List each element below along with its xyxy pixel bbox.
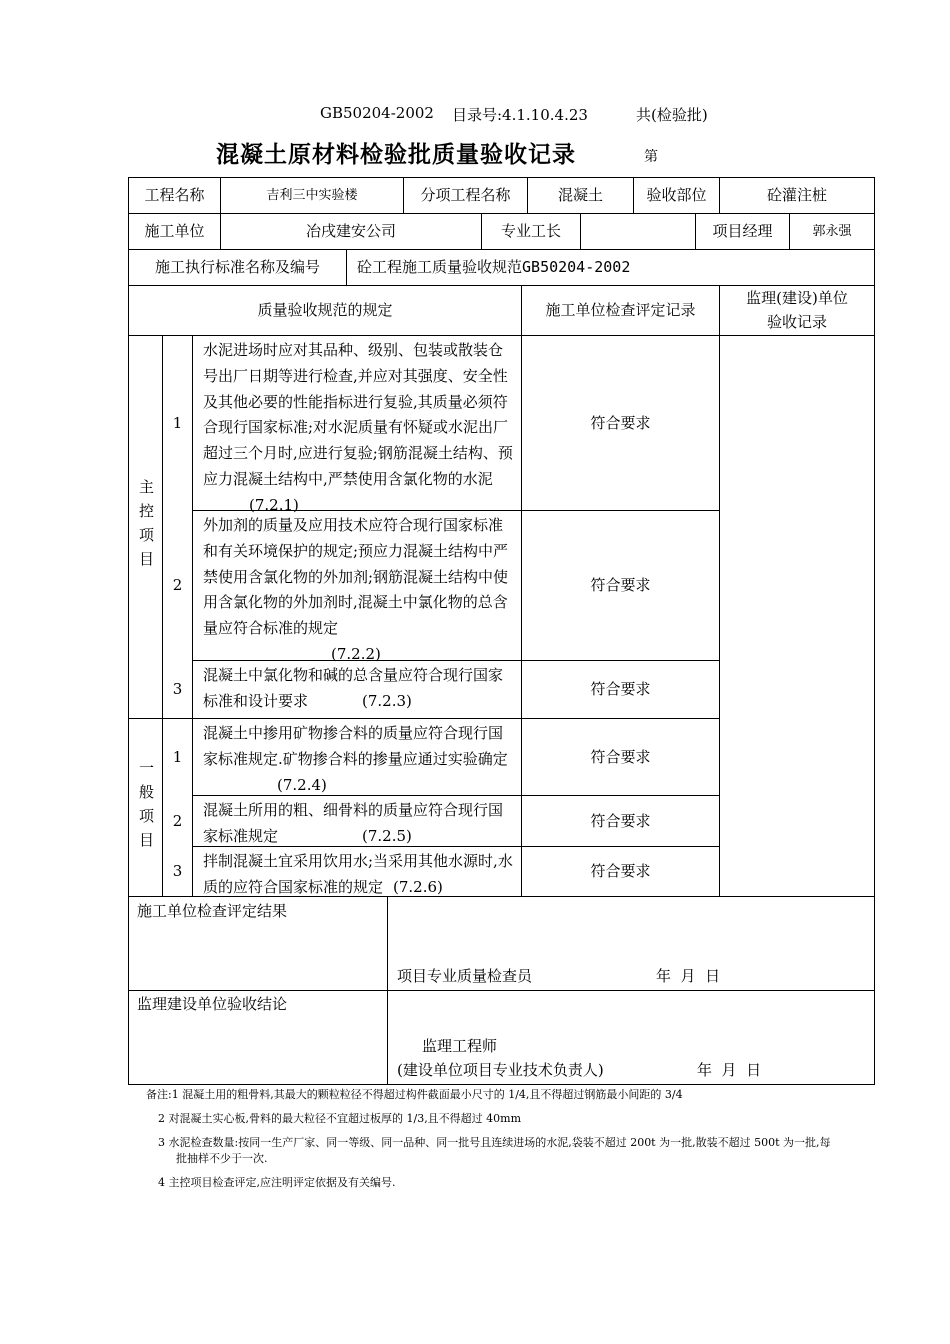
main-item-2-ref: (7.2.2) xyxy=(331,644,381,663)
main-item-2-text: 外加剂的质量及应用技术应符合现行国家标准和有关环境保护的规定;预应力混凝土结构中严禁使用含氯化物的外加剂;钢筋混凝土结构中使用含氯化物的外加剂时,混凝土中氯化物的总含量应符合标准的规定 xyxy=(203,516,509,638)
supervision-header-line2: 验收记录 xyxy=(766,313,827,331)
main-item-3-text: 混凝土中氯化物和碱的总含量应符合现行国家标准和设计要求 xyxy=(203,666,504,710)
general-item-1-number: 1 xyxy=(172,747,183,766)
spec-column-header: 质量验收规范的规定 xyxy=(257,301,393,319)
sub-project-label: 分项工程名称 xyxy=(420,186,511,204)
title-side-text: 第 xyxy=(644,149,658,165)
main-item-2-number: 2 xyxy=(172,576,183,594)
owner-representative-label: (建设单位项目专业技术负责人) xyxy=(397,1061,604,1079)
main-control-label xyxy=(129,336,162,718)
main-item-1-number: 1 xyxy=(172,413,183,432)
notes xyxy=(146,1088,876,1200)
general-item-3-requirement xyxy=(193,847,521,896)
main-item-1-requirement xyxy=(193,336,521,514)
construction-result-date: 年 月 日 xyxy=(656,967,721,985)
project-name-value: 吉利三中实验楼 xyxy=(266,188,358,203)
main-item-3-result: 符合要求 xyxy=(590,680,651,698)
supervision-result-date: 年 月 日 xyxy=(697,1061,762,1079)
foreman-value xyxy=(581,214,695,249)
page-title: 混凝土原材料检验批质量验收记录 xyxy=(216,141,576,168)
manager-value: 郭永强 xyxy=(812,224,852,239)
general-item-2-requirement xyxy=(193,796,521,846)
note-2: 2 对混凝土实心板,骨料的最大粒径不宜超过板厚的 1/3,且不得超过 40mm xyxy=(158,1112,522,1125)
general-item-3-result: 符合要求 xyxy=(590,862,651,880)
project-name-label: 工程名称 xyxy=(144,186,205,204)
acceptance-part-label: 验收部位 xyxy=(646,186,707,204)
general-item-1-result: 符合要求 xyxy=(590,747,651,766)
main-item-3-requirement xyxy=(193,661,521,718)
header-batch: 共(检验批) xyxy=(636,106,708,124)
general-item-3-text: 拌制混凝土宜采用饮用水;当采用其他水源时,水质的应符合国家标准的规定 xyxy=(203,852,513,896)
construction-unit-value: 冶戌建安公司 xyxy=(305,222,396,240)
general-item-2-number: 2 xyxy=(172,811,183,830)
main-item-1-ref: (7.2.1) xyxy=(249,495,299,514)
main-item-2-requirement xyxy=(193,511,521,663)
check-record-column-header: 施工单位检查评定记录 xyxy=(545,301,696,319)
construction-inspector-label: 项目专业质量检查员 xyxy=(397,967,533,985)
header-standard: GB50204-2002 xyxy=(320,104,434,122)
supervision-column-header xyxy=(720,286,874,335)
general-item-1-requirement xyxy=(193,719,521,795)
general-item-1-text: 混凝土中掺用矿物掺合料的质量应符合现行国家标准规定.矿物掺合料的掺量应通过实验确定 xyxy=(203,724,508,768)
main-item-1-text: 水泥进场时应对其品种、级别、包装或散装仓号出厂日期等进行检查,并应对其强度、安全性及其他必要的性能指标进行复验,其质量必须符合现行国家标准;对水泥质量有怀疑或水泥出厂超过三个月时,应进行复验;钢筋混凝土结构、预应力混凝土结构中,严禁使用含氯化物的水泥 xyxy=(203,341,513,488)
supervision-result-label: 监理建设单位验收结论 xyxy=(137,995,288,1013)
manager-label: 项目经理 xyxy=(712,222,773,240)
general-item-2-result: 符合要求 xyxy=(590,811,651,830)
main-item-3-ref: (7.2.3) xyxy=(362,691,412,710)
foreman-label: 专业工长 xyxy=(500,222,561,240)
note-3-continued: 批抽样不少于一次. xyxy=(176,1152,268,1165)
standard-label: 施工执行标准名称及编号 xyxy=(154,258,320,276)
construction-unit-label: 施工单位 xyxy=(144,222,205,240)
note-4: 4 主控项目检查评定,应注明评定依据及有关编号. xyxy=(158,1176,396,1189)
general-item-2-text: 混凝土所用的粗、细骨料的质量应符合现行国家标准规定 xyxy=(203,801,504,845)
general-item-2-ref: (7.2.5) xyxy=(362,826,412,845)
acceptance-part-value: 砼灌注桩 xyxy=(766,186,827,204)
general-item-1-ref: (7.2.4) xyxy=(277,775,327,794)
supervision-header-line1: 监理(建设)单位 xyxy=(746,289,848,307)
general-label xyxy=(129,719,162,896)
note-3: 3 水泥检查数量:按同一生产厂家、同一等级、同一品种、同一批号且连续进场的水泥,袋装不超过 200t 为一批,散装不超过 500t 为一批,每 xyxy=(158,1136,831,1149)
main-control-label-text: 主控项目 xyxy=(137,479,155,575)
general-item-3-number: 3 xyxy=(172,862,183,880)
main-item-2-result: 符合要求 xyxy=(590,576,651,594)
general-item-3-ref: (7.2.6) xyxy=(393,877,443,896)
standard-value: 砼工程施工质量验收规范GB50204-2002 xyxy=(357,258,631,276)
main-item-3-number: 3 xyxy=(172,680,183,698)
general-label-text: 一般项目 xyxy=(137,759,155,856)
header-catalog: 目录号:4.1.10.4.23 xyxy=(452,106,588,124)
main-item-1-result: 符合要求 xyxy=(590,413,651,432)
construction-result-label: 施工单位检查评定结果 xyxy=(137,902,288,920)
header-line xyxy=(0,104,950,126)
supervision-engineer-label: 监理工程师 xyxy=(422,1037,498,1055)
sub-project-value: 混凝土 xyxy=(557,186,603,204)
note-1: 备注:1 混凝土用的粗骨料,其最大的颗粒粒径不得超过构件截面最小尺寸的 1/4,且不得超过钢筋最小间距的 3/4 xyxy=(146,1088,683,1101)
